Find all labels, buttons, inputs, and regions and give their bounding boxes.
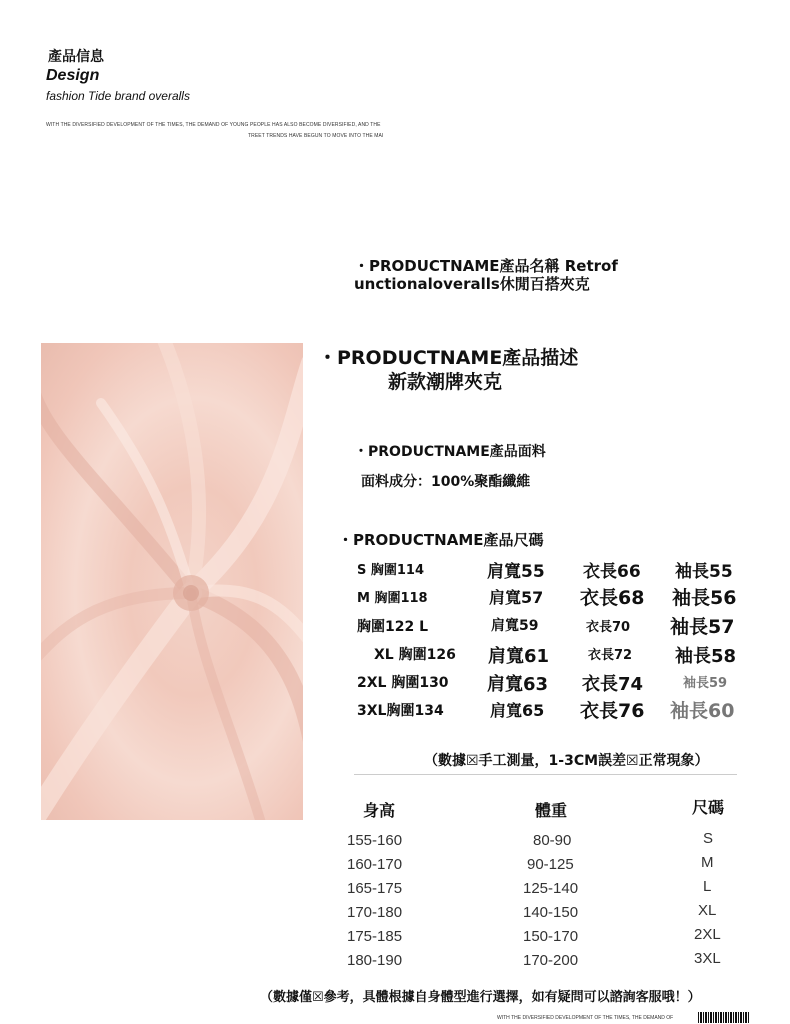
size-sleeve: 袖長60 <box>670 700 735 722</box>
size-length: 衣長70 <box>586 620 631 635</box>
size-length: 衣長76 <box>580 700 645 722</box>
product-name-line-1: ・PRODUCTNAME產品名稱 Retrof <box>354 257 618 275</box>
height-cell: 175-185 <box>347 928 403 945</box>
size-chest: M 胸圍118 <box>357 591 428 606</box>
size-chest: 2XL 胸圍130 <box>357 675 449 691</box>
weight-cell: 140-150 <box>523 904 579 921</box>
header-weight: 體重 <box>535 801 568 820</box>
weight-cell: 90-125 <box>527 856 574 873</box>
weight-cell: 150-170 <box>523 928 579 945</box>
size-cell: M <box>701 854 714 871</box>
size-sleeve: 袖長55 <box>675 562 733 582</box>
size-cell: L <box>703 878 712 895</box>
weight-cell: 125-140 <box>523 880 579 897</box>
size-shoulder: 肩寬61 <box>488 646 550 667</box>
size-length: 衣長72 <box>588 648 633 663</box>
size-sleeve: 袖長56 <box>672 587 737 609</box>
size-cell: XL <box>698 902 717 919</box>
fabric-heading: ・PRODUCTNAME產品面料 <box>354 444 546 460</box>
size-shoulder: 肩寬65 <box>490 701 545 720</box>
product-desc-heading: ・PRODUCTNAME產品描述 <box>318 347 579 369</box>
size-shoulder: 肩寬57 <box>489 588 544 607</box>
size-sleeve: 袖長58 <box>675 646 737 667</box>
size-chest: 3XL胸圍134 <box>357 703 444 719</box>
section-title: 產品信息 <box>48 49 104 65</box>
fabric-photo <box>41 343 303 820</box>
size-heading: ・PRODUCTNAME產品尺碼 <box>338 531 544 549</box>
height-cell: 170-180 <box>347 904 403 921</box>
product-name-line-2: unctionaloveralls休閒百搭夾克 <box>354 275 590 293</box>
weight-cell: 80-90 <box>533 832 572 849</box>
fabric-swirl <box>41 343 303 820</box>
height-cell: 155-160 <box>347 832 403 849</box>
height-cell: 160-170 <box>347 856 403 873</box>
tagline-line-2: TREET TRENDS HAVE BEGUN TO MOVE INTO THE MAI <box>248 133 384 139</box>
size-chest: 胸圍122 L <box>357 619 429 635</box>
size-cell: 3XL <box>694 950 721 967</box>
header-height: 身高 <box>363 801 396 820</box>
size-shoulder: 肩寬55 <box>487 562 545 582</box>
size-shoulder: 肩寬63 <box>487 674 549 695</box>
footer-note: （數據僅☒參考，具體根據自身體型進行選擇，如有疑問可以諮詢客服哦！） <box>260 990 701 1005</box>
divider <box>354 774 737 775</box>
size-length: 衣長66 <box>583 562 641 582</box>
size-cell: S <box>703 830 714 847</box>
size-length: 衣長74 <box>582 674 644 695</box>
barcode-icon <box>698 1012 750 1023</box>
height-cell: 165-175 <box>347 880 403 897</box>
footer-tagline: WITH THE DIVERSIFIED DEVELOPMENT OF THE TIMES, THE DEMAND OF <box>497 1015 674 1021</box>
tagline-line-1: WITH THE DIVERSIFIED DEVELOPMENT OF THE TIMES, THE DEMAND OF YOUNG PEOPLE HAS ALSO BECOME DIVERSIFIED, AND THE <box>46 122 381 128</box>
product-desc-value: 新款潮牌夾克 <box>388 371 503 393</box>
fabric-value: 面料成分：100%聚酯纖維 <box>361 474 531 490</box>
design-heading: Design <box>46 67 100 84</box>
measurement-note: （數據☒手工測量，1-3CM誤差☒正常現象） <box>424 753 709 769</box>
height-cell: 180-190 <box>347 952 403 969</box>
size-sleeve: 袖長59 <box>683 676 728 691</box>
size-sleeve: 袖長57 <box>670 616 735 638</box>
size-cell: 2XL <box>694 926 721 943</box>
size-length: 衣長68 <box>580 587 645 609</box>
size-chest: XL 胸圍126 <box>374 647 456 663</box>
weight-cell: 170-200 <box>523 952 579 969</box>
size-shoulder: 肩寬59 <box>491 618 539 634</box>
header-size: 尺碼 <box>692 798 725 817</box>
size-chest: S 胸圍114 <box>357 563 425 578</box>
subtitle: fashion Tide brand overalls <box>46 89 190 103</box>
